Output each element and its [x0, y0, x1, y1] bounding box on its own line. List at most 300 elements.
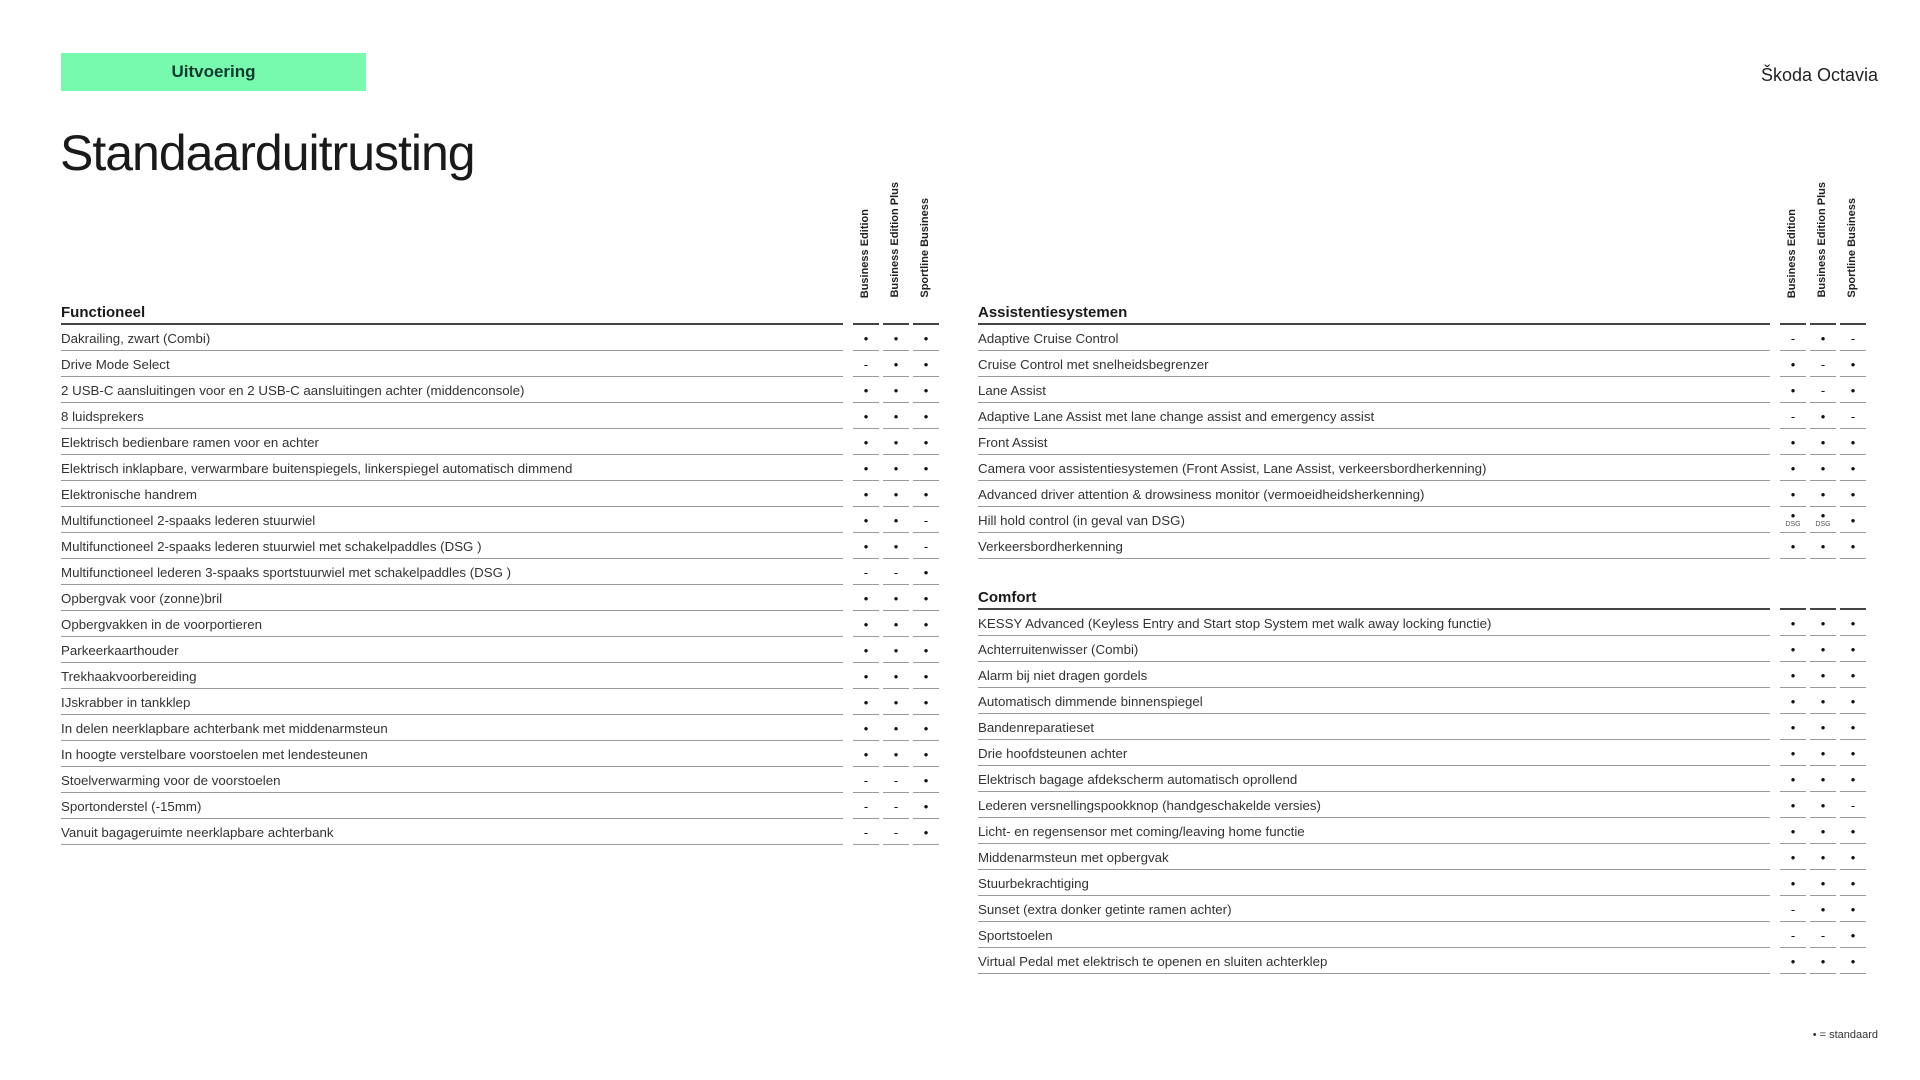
availability-business-edition-plus: [1810, 507, 1836, 533]
availability-mark: •: [863, 330, 869, 346]
availability-business-edition-plus: [883, 819, 909, 845]
feature-label: Multifunctioneel 2-spaaks lederen stuurwiel met schakelpaddles (DSG ): [61, 539, 482, 554]
availability-business-edition-plus: [1810, 636, 1836, 662]
availability-mark: •: [1850, 486, 1856, 502]
availability-mark: •: [893, 694, 899, 710]
availability-mark: •: [1790, 693, 1796, 709]
availability-business-edition: [853, 611, 879, 637]
availability-business-edition: [1780, 377, 1806, 403]
feature-label: Verkeersbordherkenning: [978, 539, 1123, 554]
availability-mark: •: [893, 330, 899, 346]
table-row: [978, 610, 1878, 636]
feature-label: 8 luidsprekers: [61, 409, 144, 424]
availability-mark: •: [1850, 693, 1856, 709]
availability-mark: •: [893, 616, 899, 632]
table-row: [978, 351, 1878, 377]
availability-business-edition-plus: [883, 793, 909, 819]
availability-business-edition: [1780, 948, 1806, 974]
availability-business-edition-plus: [883, 351, 909, 377]
availability-mark: •: [1850, 875, 1856, 891]
section-title-text: Assistentiesystemen: [978, 304, 1128, 321]
availability-mark: •: [893, 382, 899, 398]
availability-mark: •: [1790, 486, 1796, 502]
feature-label: Cruise Control met snelheidsbegrenzer: [978, 357, 1209, 372]
table-assistentie-comfort: [978, 178, 1878, 974]
availability-sportline-business: [1840, 896, 1866, 922]
table-row: [978, 792, 1878, 818]
availability-mark: •: [923, 408, 929, 424]
availability-business-edition: [853, 507, 879, 533]
feature-label: 2 USB-C aansluitingen voor en 2 USB-C aansluitingen achter (middenconsole): [61, 383, 525, 398]
availability-business-edition: [1780, 896, 1806, 922]
table-row: [61, 611, 957, 637]
availability-mark: -: [1850, 330, 1856, 346]
availability-mark: •: [1850, 641, 1856, 657]
availability-sportline-business: [913, 715, 939, 741]
availability-sportline-business: [1840, 948, 1866, 974]
column-headers: [61, 178, 957, 298]
availability-mark: •: [923, 642, 929, 658]
availability-sportline-business: [913, 741, 939, 767]
availability-sportline-business: [1840, 844, 1866, 870]
availability-mark: •: [1790, 875, 1796, 891]
availability-mark: •: [923, 460, 929, 476]
availability-mark: •: [923, 772, 929, 788]
availability-sportline-business: [1840, 766, 1866, 792]
availability-business-edition: [1780, 870, 1806, 896]
availability-mark: •: [1850, 434, 1856, 450]
availability-business-edition: [1780, 351, 1806, 377]
table-row: [978, 533, 1878, 559]
availability-mark: •: [1850, 745, 1856, 761]
availability-mark: •: [1790, 460, 1796, 476]
availability-sportline-business: [1840, 662, 1866, 688]
availability-sportline-business: [913, 819, 939, 845]
availability-business-edition-plus: [1810, 870, 1836, 896]
feature-label: Virtual Pedal met elektrisch te openen en sluiten achterklep: [978, 954, 1328, 969]
feature-label: In hoogte verstelbare voorstoelen met lendesteunen: [61, 747, 368, 762]
availability-business-edition: [853, 429, 879, 455]
feature-label: Drive Mode Select: [61, 357, 170, 372]
availability-business-edition-plus: [1810, 922, 1836, 948]
availability-mark: •: [1820, 330, 1826, 346]
availability-mark: •: [1790, 771, 1796, 787]
section-title: [61, 298, 957, 325]
availability-business-edition: [1780, 533, 1806, 559]
availability-sportline-business: [1840, 636, 1866, 662]
feature-label: Adaptive Lane Assist met lane change assist and emergency assist: [978, 409, 1375, 424]
table-row: [978, 896, 1878, 922]
feature-label: Parkeerkaarthouder: [61, 643, 179, 658]
availability-sportline-business: [913, 481, 939, 507]
feature-label: Achterruitenwisser (Combi): [978, 642, 1139, 657]
column-header-label: Sportline Business: [1846, 198, 1858, 298]
availability-mark: •: [923, 330, 929, 346]
availability-business-edition-plus: [883, 715, 909, 741]
availability-sportline-business: [913, 377, 939, 403]
cell-rule: [883, 844, 909, 845]
availability-sportline-business: [913, 351, 939, 377]
availability-sportline-business: [913, 325, 939, 351]
column-header-label: Business Edition Plus: [889, 182, 901, 298]
table-row: [61, 507, 957, 533]
section-tag: Uitvoering: [61, 53, 366, 91]
availability-business-edition-plus: [1810, 481, 1836, 507]
availability-business-edition: [1780, 636, 1806, 662]
availability-business-edition: [853, 793, 879, 819]
availability-business-edition: [1780, 922, 1806, 948]
availability-mark: •: [1850, 823, 1856, 839]
availability-business-edition-plus: [1810, 818, 1836, 844]
availability-business-edition: [853, 377, 879, 403]
availability-mark: •: [1820, 901, 1826, 917]
availability-mark: -: [1850, 797, 1856, 813]
availability-mark: •: [1790, 745, 1796, 761]
table-row: [61, 559, 957, 585]
availability-mark: •: [893, 746, 899, 762]
availability-business-edition: [853, 559, 879, 585]
table-row: [978, 662, 1878, 688]
availability-mark: •: [893, 434, 899, 450]
feature-label: Sportstoelen: [978, 928, 1053, 943]
availability-note: DSG: [1785, 521, 1801, 528]
availability-business-edition: [853, 741, 879, 767]
availability-sportline-business: [1840, 922, 1866, 948]
section-title-text: Functioneel: [61, 304, 146, 321]
availability-mark: •: [1850, 512, 1856, 528]
availability-business-edition-plus: [883, 403, 909, 429]
feature-label: Middenarmsteun met opbergvak: [978, 850, 1169, 865]
availability-mark: -: [863, 356, 869, 372]
availability-business-edition: [1780, 481, 1806, 507]
feature-label: Bandenreparatieset: [978, 720, 1095, 735]
availability-mark: •: [863, 486, 869, 502]
availability-mark: •: [923, 564, 929, 580]
feature-label: Vanuit bagageruimte neerklapbare achterbank: [61, 825, 334, 840]
table-functioneel: [61, 178, 957, 845]
feature-label: Adaptive Cruise Control: [978, 331, 1119, 346]
availability-sportline-business: [913, 637, 939, 663]
availability-mark: •: [863, 408, 869, 424]
availability-mark: •: [1820, 693, 1826, 709]
feature-label: Stoelverwarming voor de voorstoelen: [61, 773, 281, 788]
availability-mark: •: [1790, 719, 1796, 735]
availability-business-edition-plus: [883, 637, 909, 663]
availability-sportline-business: [913, 403, 939, 429]
availability-mark: -: [893, 824, 899, 840]
availability-mark: •: [1850, 382, 1856, 398]
availability-note: DSG: [1815, 521, 1831, 528]
availability-business-edition-plus: [883, 689, 909, 715]
availability-business-edition: [1780, 662, 1806, 688]
feature-label: Stuurbekrachtiging: [978, 876, 1089, 891]
availability-business-edition-plus: [883, 507, 909, 533]
section-title: [978, 298, 1878, 325]
table-row: [61, 429, 957, 455]
availability-mark: •: [1790, 667, 1796, 683]
availability-sportline-business: [1840, 351, 1866, 377]
table-row: [61, 351, 957, 377]
availability-sportline-business: [1840, 792, 1866, 818]
availability-mark: •: [863, 616, 869, 632]
availability-mark: •: [923, 824, 929, 840]
feature-label: Front Assist: [978, 435, 1048, 450]
table-row: [61, 689, 957, 715]
availability-business-edition-plus: [883, 481, 909, 507]
availability-mark: •: [863, 460, 869, 476]
availability-mark: •: [1850, 849, 1856, 865]
cell-rule: [1810, 973, 1836, 974]
availability-business-edition: [853, 663, 879, 689]
table-row: [978, 870, 1878, 896]
availability-business-edition-plus: [883, 663, 909, 689]
availability-mark: -: [1790, 408, 1796, 424]
column-header-label: Sportline Business: [919, 198, 931, 298]
availability-mark: •: [1790, 953, 1796, 969]
availability-mark: •: [1820, 508, 1826, 523]
availability-mark: •: [1820, 745, 1826, 761]
availability-mark: •: [1820, 538, 1826, 554]
availability-business-edition: [853, 455, 879, 481]
table-row: [61, 819, 957, 845]
availability-sportline-business: [1840, 325, 1866, 351]
availability-business-edition-plus: [1810, 896, 1836, 922]
table-row: [978, 636, 1878, 662]
availability-business-edition-plus: [883, 767, 909, 793]
feature-label: Hill hold control (in geval van DSG): [978, 513, 1185, 528]
availability-business-edition: [1780, 688, 1806, 714]
column-header-business-edition-plus: [881, 178, 911, 298]
availability-mark: •: [1790, 641, 1796, 657]
availability-business-edition-plus: [1810, 662, 1836, 688]
availability-sportline-business: [913, 559, 939, 585]
availability-mark: -: [863, 824, 869, 840]
feature-label: Trekhaakvoorbereiding: [61, 669, 197, 684]
availability-mark: •: [863, 512, 869, 528]
availability-mark: -: [923, 538, 929, 554]
availability-business-edition: [853, 715, 879, 741]
availability-sportline-business: [1840, 714, 1866, 740]
availability-mark: •: [893, 668, 899, 684]
cell-rule: [1840, 973, 1866, 974]
feature-label: IJskrabber in tankklep: [61, 695, 191, 710]
availability-business-edition: [853, 819, 879, 845]
feature-label: Drie hoofdsteunen achter: [978, 746, 1128, 761]
availability-sportline-business: [1840, 870, 1866, 896]
availability-mark: •: [893, 486, 899, 502]
availability-sportline-business: [913, 663, 939, 689]
availability-mark: •: [923, 616, 929, 632]
availability-business-edition-plus: [883, 325, 909, 351]
availability-sportline-business: [1840, 377, 1866, 403]
availability-business-edition: [853, 351, 879, 377]
availability-sportline-business: [913, 429, 939, 455]
availability-mark: •: [1820, 771, 1826, 787]
availability-mark: •: [1850, 953, 1856, 969]
availability-sportline-business: [1840, 455, 1866, 481]
availability-business-edition-plus: [1810, 740, 1836, 766]
availability-mark: -: [1790, 330, 1796, 346]
availability-sportline-business: [913, 455, 939, 481]
column-header-business-edition: [851, 178, 881, 298]
availability-business-edition-plus: [883, 429, 909, 455]
availability-business-edition-plus: [1810, 714, 1836, 740]
feature-label: Elektrisch bagage afdekscherm automatisch oprollend: [978, 772, 1298, 787]
feature-label: Sunset (extra donker getinte ramen achter): [978, 902, 1232, 917]
availability-mark: •: [1820, 434, 1826, 450]
availability-business-edition: [1780, 818, 1806, 844]
availability-mark: •: [1820, 797, 1826, 813]
table-row: [61, 325, 957, 351]
cell-rule: [913, 844, 939, 845]
availability-sportline-business: [913, 507, 939, 533]
feature-label: Sportonderstel (-15mm): [61, 799, 202, 814]
feature-label: KESSY Advanced (Keyless Entry and Start stop System met walk away locking functie): [978, 616, 1492, 631]
cell-rule: [1780, 973, 1806, 974]
column-header-label: Business Edition: [1786, 208, 1798, 298]
availability-business-edition-plus: [883, 377, 909, 403]
availability-mark: •: [1790, 356, 1796, 372]
section-title-text: Comfort: [978, 589, 1037, 606]
availability-business-edition: [853, 585, 879, 611]
feature-label: Multifunctioneel 2-spaaks lederen stuurwiel: [61, 513, 316, 528]
table-row: [978, 922, 1878, 948]
availability-mark: •: [863, 746, 869, 762]
table-row: [61, 403, 957, 429]
availability-mark: -: [1850, 408, 1856, 424]
cell-rule: [853, 844, 879, 845]
availability-mark: •: [1820, 823, 1826, 839]
table-row: [978, 766, 1878, 792]
cell-rule: [1810, 558, 1836, 559]
feature-label: Lane Assist: [978, 383, 1047, 398]
availability-mark: •: [1820, 460, 1826, 476]
availability-mark: •: [1850, 927, 1856, 943]
availability-business-edition: [853, 637, 879, 663]
availability-mark: -: [923, 512, 929, 528]
availability-mark: •: [1820, 667, 1826, 683]
availability-mark: -: [1790, 901, 1796, 917]
page-title: Standaarduitrusting: [60, 125, 475, 181]
feature-label: Lederen versnellingspookknop (handgeschakelde versies): [978, 798, 1321, 813]
column-header-business-edition: [1778, 178, 1808, 298]
availability-business-edition: [853, 403, 879, 429]
availability-mark: •: [923, 434, 929, 450]
availability-mark: •: [1790, 434, 1796, 450]
availability-business-edition-plus: [1810, 325, 1836, 351]
availability-mark: •: [893, 356, 899, 372]
feature-label: Alarm bij niet dragen gordels: [978, 668, 1148, 683]
availability-business-edition: [853, 533, 879, 559]
availability-business-edition-plus: [1810, 610, 1836, 636]
availability-mark: •: [923, 668, 929, 684]
table-row: [61, 715, 957, 741]
availability-business-edition: [853, 481, 879, 507]
availability-mark: •: [893, 460, 899, 476]
availability-sportline-business: [1840, 429, 1866, 455]
availability-mark: •: [1820, 641, 1826, 657]
table-row: [978, 377, 1878, 403]
availability-mark: •: [1820, 408, 1826, 424]
table-row: [978, 429, 1878, 455]
column-header-label: Business Edition Plus: [1816, 182, 1828, 298]
availability-mark: •: [863, 434, 869, 450]
availability-business-edition-plus: [1810, 455, 1836, 481]
table-row: [978, 688, 1878, 714]
availability-sportline-business: [1840, 507, 1866, 533]
availability-mark: •: [863, 668, 869, 684]
table-row: [978, 714, 1878, 740]
availability-mark: •: [1850, 356, 1856, 372]
feature-label: Elektrisch bedienbare ramen voor en achter: [61, 435, 319, 450]
section-title: [978, 583, 1878, 610]
availability-business-edition-plus: [883, 611, 909, 637]
column-header-business-edition-plus: [1808, 178, 1838, 298]
availability-sportline-business: [1840, 533, 1866, 559]
table-row: [978, 818, 1878, 844]
table-row: [61, 377, 957, 403]
availability-mark: •: [893, 590, 899, 606]
availability-sportline-business: [913, 689, 939, 715]
availability-business-edition: [1780, 792, 1806, 818]
availability-business-edition-plus: [883, 455, 909, 481]
table-row: [61, 455, 957, 481]
feature-label: Opbergvak voor (zonne)bril: [61, 591, 223, 606]
availability-mark: •: [1850, 719, 1856, 735]
feature-label: Licht- en regensensor met coming/leaving home functie: [978, 824, 1305, 839]
feature-label: Advanced driver attention & drowsiness monitor (vermoeidheidsherkenning): [978, 487, 1425, 502]
column-header-sportline-business: [911, 178, 941, 298]
availability-mark: •: [923, 720, 929, 736]
availability-mark: •: [863, 590, 869, 606]
availability-business-edition: [853, 689, 879, 715]
availability-business-edition: [1780, 610, 1806, 636]
column-headers: [978, 178, 1878, 298]
availability-sportline-business: [913, 767, 939, 793]
table-row: [61, 663, 957, 689]
availability-sportline-business: [1840, 740, 1866, 766]
feature-label: Camera voor assistentiesystemen (Front Assist, Lane Assist, verkeersbordherkenning): [978, 461, 1487, 476]
availability-mark: •: [1790, 823, 1796, 839]
table-row: [61, 767, 957, 793]
availability-mark: •: [1820, 953, 1826, 969]
availability-business-edition-plus: [1810, 377, 1836, 403]
availability-mark: -: [863, 772, 869, 788]
availability-business-edition-plus: [883, 559, 909, 585]
availability-business-edition: [1780, 766, 1806, 792]
table-row: [61, 741, 957, 767]
availability-mark: •: [923, 694, 929, 710]
availability-mark: •: [1820, 615, 1826, 631]
availability-mark: -: [893, 798, 899, 814]
availability-mark: -: [893, 564, 899, 580]
availability-mark: -: [1790, 927, 1796, 943]
availability-business-edition: [1780, 455, 1806, 481]
availability-mark: •: [893, 720, 899, 736]
availability-business-edition: [1780, 325, 1806, 351]
availability-mark: •: [863, 720, 869, 736]
availability-mark: •: [1790, 538, 1796, 554]
availability-sportline-business: [1840, 818, 1866, 844]
availability-business-edition-plus: [1810, 948, 1836, 974]
table-row: [61, 637, 957, 663]
availability-business-edition: [1780, 714, 1806, 740]
availability-business-edition-plus: [883, 585, 909, 611]
availability-mark: •: [893, 512, 899, 528]
availability-mark: •: [1850, 771, 1856, 787]
table-row: [978, 948, 1878, 974]
availability-business-edition: [853, 767, 879, 793]
